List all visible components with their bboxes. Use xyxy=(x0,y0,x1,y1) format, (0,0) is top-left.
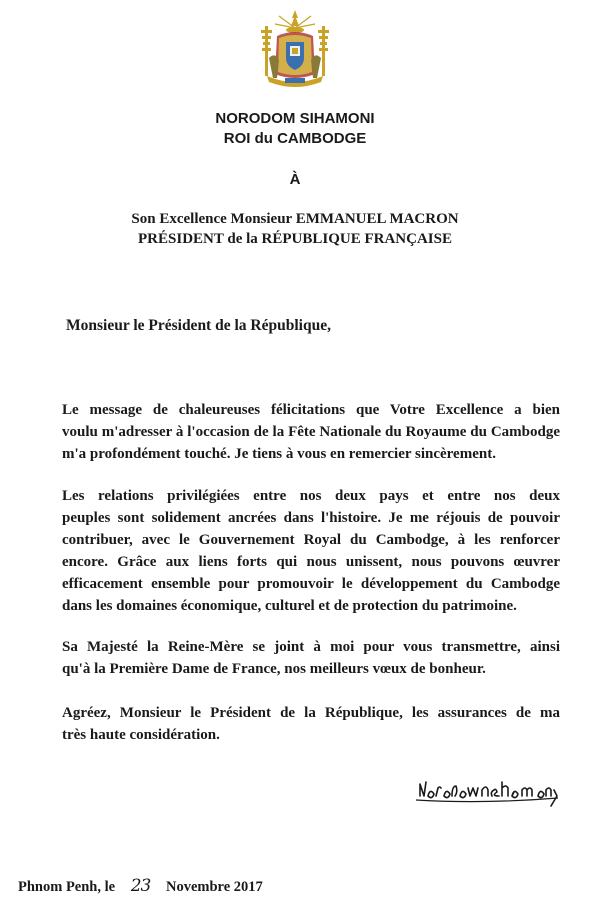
recipient-title: PRÉSIDENT de la RÉPUBLIQUE FRANÇAISE xyxy=(138,231,452,247)
paragraph-line: Les relations privilégiées entre nos deux pays et entre nos deux xyxy=(62,488,560,504)
paragraph-relations xyxy=(62,485,560,617)
paragraph-line: contribuer, avec le Gouvernement Royal du Cambodge, à les renforcer xyxy=(62,532,560,548)
paragraph-line: Le message de chaleureuses félicitations que Votre Excellence a bien xyxy=(62,402,560,418)
paragraph-closing-formula xyxy=(62,702,560,746)
sender-name: NORODOM SIHAMONI xyxy=(215,110,375,127)
paragraph-line: qu'à la Première Dame de France, nos meilleurs vœux de bonheur. xyxy=(62,661,486,677)
paragraph-line: voulu m'adresser à l'occasion de la Fête Nationale du Royaume du Cambodge xyxy=(62,424,560,440)
paragraph-congratulations xyxy=(62,399,560,465)
handwritten-signature-icon xyxy=(414,774,560,810)
salutation: Monsieur le Président de la République, xyxy=(66,317,331,334)
paragraph-line: efficacement ensemble pour promouvoir le développement du Cambodge xyxy=(62,576,560,592)
paragraph-line: dans les domaines économique, culturel et de protection du patrimoine. xyxy=(62,598,517,614)
royal-arms-of-cambodia-icon xyxy=(257,8,333,92)
paragraph-line: Sa Majesté la Reine-Mère se joint à moi pour vous transmettre, ainsi xyxy=(62,639,560,655)
place-label: Phnom Penh, le xyxy=(18,879,116,895)
recipient-name: Son Excellence Monsieur EMMANUEL MACRON xyxy=(131,211,459,227)
handwritten-day: 23 xyxy=(130,876,151,896)
sender-title: ROI du CAMBODGE xyxy=(223,130,367,147)
paragraph-line: m'a profondément touché. Je tiens à vous en remercier sincèrement. xyxy=(62,446,496,462)
paragraph-line: très haute considération. xyxy=(62,727,220,743)
month-year: Novembre 2017 xyxy=(165,879,263,895)
paragraph-line: Agréez, Monsieur le Président de la République, les assurances de ma xyxy=(62,705,560,721)
paragraph-line: encore. Grâce aux liens forts qui nous unissent, nous pouvons œuvrer xyxy=(62,554,560,570)
paragraph-line: peuples sont solidement ancrées dans l'histoire. Je me réjouis de pouvoir xyxy=(62,510,560,526)
addressee-marker: À xyxy=(289,171,301,188)
place-and-date xyxy=(18,876,263,897)
paragraph-wishes xyxy=(62,636,560,680)
